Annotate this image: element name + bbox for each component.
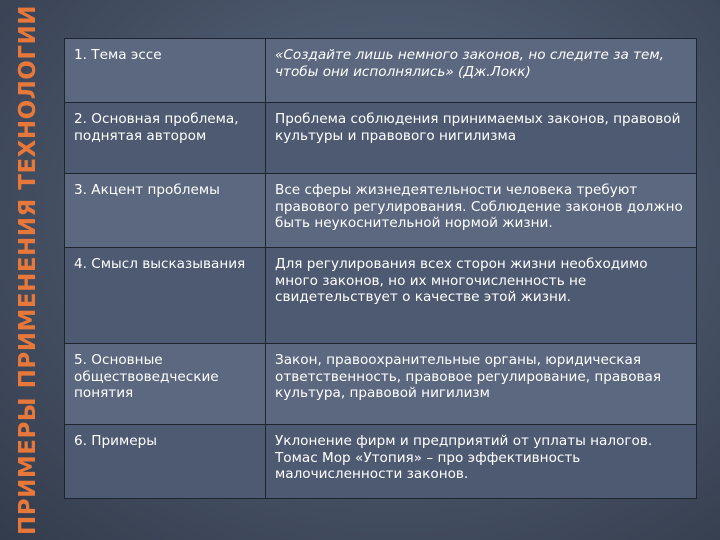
row-content: Уклонение фирм и предприятий от уплаты налогов. Томас Мор «Утопия» – про эффективность малочисленности законов. <box>266 425 697 499</box>
row-label: 3. Акцент проблемы <box>65 174 266 248</box>
table-row <box>65 174 697 248</box>
row-label: 2. Основная проблема, поднятая автором <box>65 103 266 174</box>
row-content: Закон, правоохранительные органы, юридическая ответственность, правовое регулирование, правовая культура, правовой нигилизм <box>266 344 697 425</box>
side-title <box>0 0 56 540</box>
table-row <box>65 39 697 103</box>
table-row <box>65 425 697 499</box>
table-row <box>65 248 697 344</box>
side-title-text: ПРИМЕРЫ ПРИМЕНЕНИЯ ТЕХНОЛОГИИ <box>15 4 41 536</box>
row-label: 4. Смысл высказывания <box>65 248 266 344</box>
row-label: 1. Тема эссе <box>65 39 266 103</box>
row-label: 6. Примеры <box>65 425 266 499</box>
essay-table <box>64 38 697 499</box>
row-content: «Создайте лишь немного законов, но следите за тем, чтобы они исполнялись» (Дж.Локк) <box>266 39 697 103</box>
row-content: Все сферы жизнедеятельности человека требуют правового регулирования. Соблюдение законов должно быть неукоснительной нормой жизни. <box>266 174 697 248</box>
table-row <box>65 103 697 174</box>
row-content: Для регулирования всех сторон жизни необходимо много законов, но их многочисленность не свидетельствует о качестве этой жизни. <box>266 248 697 344</box>
row-content: Проблема соблюдения принимаемых законов, правовой культуры и правового нигилизма <box>266 103 697 174</box>
row-label: 5. Основные обществоведческие понятия <box>65 344 266 425</box>
table-row <box>65 344 697 425</box>
